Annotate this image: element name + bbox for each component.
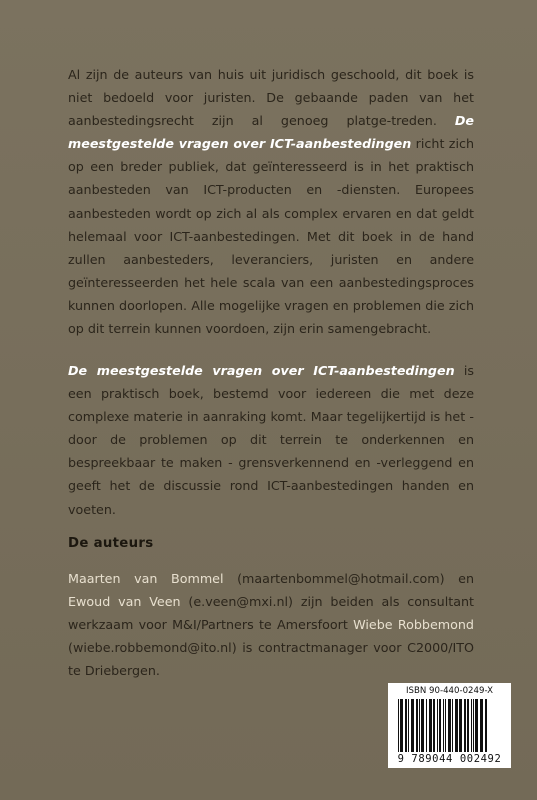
barcode-bar — [452, 699, 453, 752]
barcode-bar — [475, 699, 478, 752]
book-title-inline: De meestgestelde vragen over ICT-aanbestedingen — [68, 113, 474, 152]
barcode-bar — [419, 699, 420, 752]
barcode-bar — [433, 699, 435, 752]
barcode-bar — [445, 699, 446, 752]
barcode-bar — [439, 699, 441, 752]
author-name: Wiebe Robbemond — [353, 617, 474, 633]
barcode-bar — [473, 699, 474, 752]
book-title-inline: De meestgestelde vragen over ICT-aanbestedingen — [68, 363, 455, 378]
paragraph-2-text: is een praktisch boek, bestemd voor iedereen die met deze complexe materie in aanraking komt. Maar tegelijkertijd is het - door de problemen op dit terrein te onderkennen en bespreekbaar te maken - grensverkennend en -verleggend en geeft het de discussie rond ICT-aanbestedingen handen en voeten. — [68, 363, 474, 517]
barcode-bar — [398, 699, 399, 752]
barcode-bar — [437, 699, 438, 752]
barcode-bar — [429, 699, 432, 752]
barcode-bar — [464, 699, 466, 752]
description-paragraph-2 — [68, 359, 474, 521]
barcode-digits: 9 789044 002492 — [397, 753, 502, 765]
paragraph-1-part-1: Al zijn de auteurs van huis uit juridisch geschoold, dit boek is niet bedoeld voor juristen. De gebaande paden van het aanbestedingsrecht zijn al genoeg platge-treden. — [68, 67, 474, 129]
barcode-bar — [421, 699, 424, 752]
barcode-bar — [405, 699, 407, 752]
barcode-bar — [471, 699, 472, 752]
barcode-bar — [411, 699, 414, 752]
barcode-bar — [416, 699, 418, 752]
barcode-bar — [455, 699, 458, 752]
barcode-bar — [448, 699, 451, 752]
barcode-bar — [467, 699, 469, 752]
author-contact: (maartenbommel@hotmail.com) en — [223, 571, 474, 586]
barcode-bar — [443, 699, 444, 752]
barcode-bar — [485, 699, 487, 752]
authors-heading: De auteurs — [68, 536, 154, 551]
author-name: Maarten van Bommel — [68, 571, 224, 586]
description-paragraph-1 — [68, 63, 474, 340]
barcode-bar — [426, 699, 427, 752]
author-contact: (wiebe.robbemond@ito.nl) is contractmanager voor C2000/ITO te Driebergen. — [68, 640, 474, 679]
author-name: Ewoud van Veen — [68, 594, 181, 610]
barcode-bar — [480, 699, 483, 752]
barcode-icon — [396, 699, 504, 752]
isbn-barcode — [388, 683, 511, 768]
isbn-label: ISBN 90-440-0249-X — [405, 686, 493, 696]
paragraph-1-part-2: richt zich op een breder publiek, dat geïnteresseerd is in het praktisch aanbesteden van ICT-producten en -diensten. Europees aanbesteden wordt op zich al als complex ervaren en dat geldt helemaal voor ICT-aanbestedingen. Met dit boek in de hand zullen aanbesteders, leveranciers, juristen en andere geïnteresseerden het hele scala van een aanbestedingsproces kunnen doorlopen. Alle mogelijke vragen en problemen die zich op dit terrein kunnen voordoen, zijn erin samengebracht. — [68, 136, 474, 337]
barcode-bar — [459, 699, 462, 752]
barcode-bar — [400, 699, 403, 752]
authors-paragraph — [68, 567, 474, 682]
author-contact: (e.veen@mxi.nl) zijn beiden als consultant werkzaam voor M&I/Partners te Amersfoort — [68, 594, 474, 633]
barcode-bar — [408, 699, 409, 752]
